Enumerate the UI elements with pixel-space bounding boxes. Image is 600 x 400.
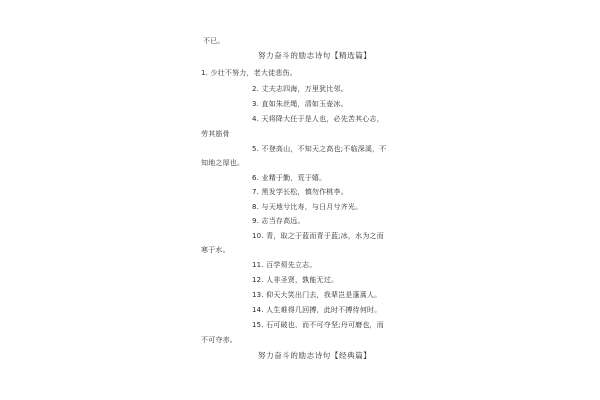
poem-line-4: 4. 天将降大任于是人也，必先苦其心志， bbox=[252, 115, 384, 123]
poem-line-1: 1. 少壮不努力，老大徒悲伤。 bbox=[201, 69, 297, 77]
poem-line-6: 6. 业精于勤，荒于嬉。 bbox=[252, 174, 327, 182]
poem-line-2: 2. 丈夫志四海，万里犹比邻。 bbox=[252, 85, 348, 93]
poem-line-3: 3. 直如朱丝绳，清如玉壶冰。 bbox=[252, 100, 348, 108]
poem-line-5: 5. 不登高山，不知天之高也;不临深溪，不 bbox=[252, 145, 387, 153]
poem-line-11: 11. 百学须先立志。 bbox=[252, 261, 317, 269]
poem-line-9: 9. 志当存高远。 bbox=[252, 217, 305, 225]
poem-line-8: 8. 与天地兮比寿，与日月兮齐光。 bbox=[252, 203, 363, 211]
poem-line-12: 12. 人非圣贤，孰能无过。 bbox=[252, 276, 339, 284]
poem-line-7: 7. 黑发学长松，慎勿作桃李。 bbox=[252, 188, 348, 196]
poem-line-15: 15. 石可破也，而不可夺坚;丹可磨也，而 bbox=[252, 321, 384, 329]
poem-line-14: 14. 人生难得几回搏，此时不搏待何时。 bbox=[252, 306, 382, 314]
intro-tail: 不已。 bbox=[203, 37, 225, 45]
section-title-classic: 努力奋斗的励志诗句【经典篇】 bbox=[258, 351, 372, 360]
poem-line-5-continued: 知地之厚也。 bbox=[201, 159, 245, 167]
poem-line-10: 10. 青，取之于蓝而青于蓝;冰，水为之而 bbox=[252, 232, 384, 240]
section-title-featured: 努力奋斗的励志诗句【精选篇】 bbox=[258, 51, 372, 60]
poem-line-4-continued: 劳其筋骨 bbox=[201, 130, 230, 138]
poem-line-10-continued: 寒于水。 bbox=[201, 246, 230, 254]
poem-line-13: 13. 仰天大笑出门去，我辈岂是蓬蒿人。 bbox=[252, 291, 382, 299]
poem-line-15-continued: 不可夺赤。 bbox=[201, 336, 237, 344]
